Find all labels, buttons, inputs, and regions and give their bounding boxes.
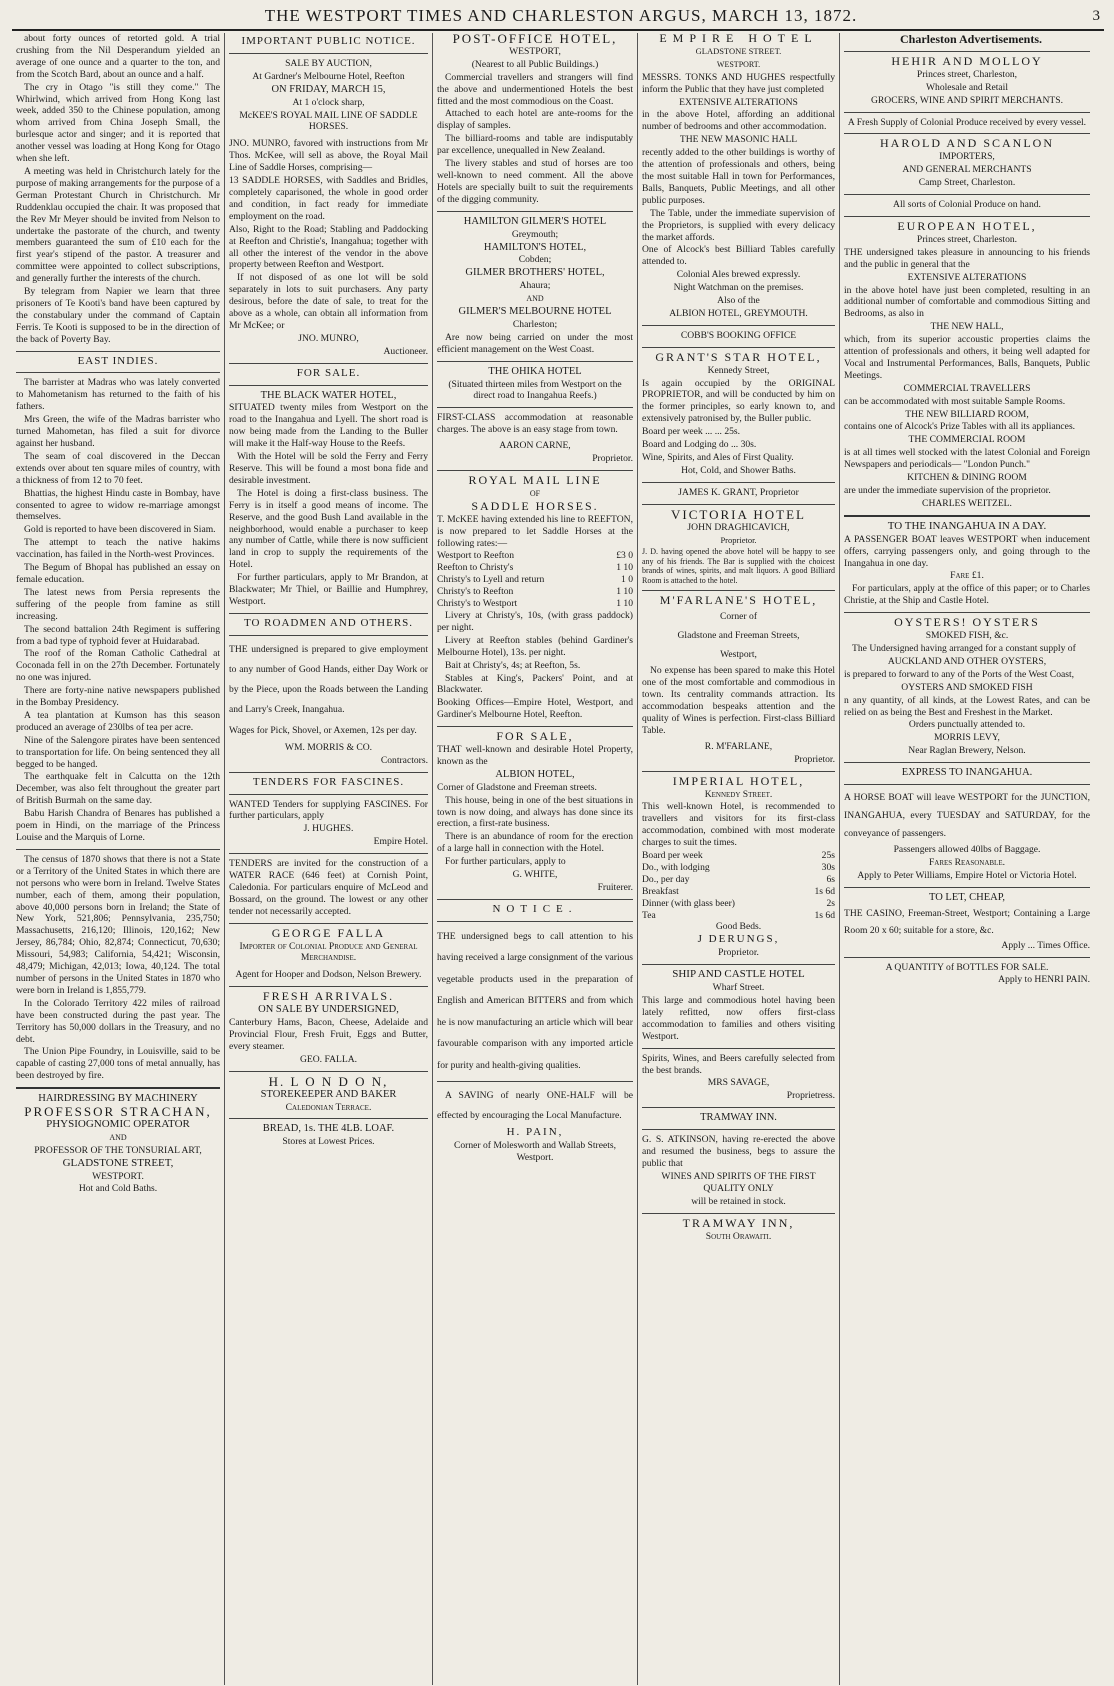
- ohika-hotel-ad: THE OHIKA HOTEL (Situated thirteen miles from Westport on the direct road to Inangahua Reefs.) FIRST-CLASS accommodation at reasonable charges. The above is an easy stage from town. AARON CARNE, Proprietor.: [437, 365, 633, 465]
- hehir-molloy-ad: HEHIR AND MOLLOY Princes street, Charleston, Wholesale and Retail GROCERS, WINE AND SPIRIT MERCHANTS. A Fresh Supply of Colonial Produce received by every vessel.: [844, 56, 1090, 129]
- roadmen-ad: TO ROADMEN AND OTHERS. THE undersigned is prepared to give employment to any number of Good Hands, either Day Work or by the Piece, upon the Roads between the Landing and Larry's Creek, Inangahua. Wages for Pick, Shovel, or Axemen, 12s per day. WM. MORRIS & CO. Contractors.: [229, 616, 428, 766]
- news-paragraph: By telegram from Napier we learn that three prisoners of Te Kooti's band have been captured by the constabulary under the command of Captain Ferris. Te Kooti is supposed to be in the direction of the back of Poverty Bay.: [16, 286, 220, 345]
- post-office-hotel-ad: POST-OFFICE HOTEL, WESTPORT, (Nearest to all Public Buildings.) Commercial travellers and strangers will find the above and undermentioned Hotels the best fitted and the most commodious on the Coast. Attached to each hotel are ante-rooms for the display of samples. The billiard-rooms and table are indisputably par excellence, unequalled in New Zealand. The livery stables and stud of horses are too well-known to need comment. All the above Hotels are specially built to suit the requirements of the digging community. HAMILTON GILMER'S HOTEL Greymouth; HAMILTON'S HOTEL, Cobden; GILMER BROTHERS' HOTEL, Ahaura; AND GILMER'S MELBOURNE HOTEL Charleston; Are now being carried on under the most efficient management on the West Coast.: [437, 33, 633, 355]
- price-list: [642, 850, 835, 921]
- rate-row: Westport to Reefton £3 0: [437, 550, 633, 562]
- rate-row: Christy's to Reefton 1 10: [437, 586, 633, 598]
- rate-row: Reefton to Christy's 1 10: [437, 562, 633, 574]
- news-paragraph: Nine of the Salengore pirates have been sentenced to transportation for life. On being sentenced they all begged to be hanged.: [16, 734, 220, 770]
- bitters-notice-ad: NOTICE. THE undersigned begs to call attention to his having received a large consignment of the various vegetable products used in the preparation of English and American BITTERS and from which he is now manufacturing an article which will bear favourable comparison with any imported article for purity and health-giving qualities. A SAVING of nearly ONE-HALF will be effected by encouraging the Local Manufacture. H. PAIN, Corner of Molesworth and Wallab Streets, Westport.: [437, 902, 633, 1164]
- news-paragraph: A tea plantation at Kumson has this season produced an average of 230lbs of tea per acre.: [16, 709, 220, 733]
- section-heading: EAST INDIES.: [77, 354, 159, 367]
- price-row: Board per week 25s: [642, 850, 835, 862]
- fascines-ad: TENDERS FOR FASCINES. WANTED Tenders for supplying FASCINES. For further particulars, apply J. HUGHES. Empire Hotel.: [229, 775, 428, 848]
- news-paragraph: The earthquake felt in Calcutta on the 12th December, was also felt throughout the greater part of British Burmah on the same day.: [16, 771, 220, 807]
- news-paragraph: A meeting was held in Christchurch lately for the purpose of making arrangements for the purpose of a German Protestant Church in Christchurch. Mr Ruddenklau occupied the chair. It was proposed that the Rev Mr Meyer should be invited from Nelson to undertake the pastorate of the church, and twenty members guaranteed the sum of £10 each for the first year's stipend of the pastor. A treasurer and committee were appointed to collect subscriptions, and generally further the interests of the church.: [16, 165, 220, 285]
- london-ad: H. L O N D O N, STOREKEEPER AND BAKER Caledonian Terrace. BREAD, 1s. THE 4LB. LOAF. Stores at Lowest Prices.: [229, 1076, 428, 1149]
- newspaper-title: THE WESTPORT TIMES AND CHARLESTON ARGUS, MARCH 13, 1872.: [264, 6, 858, 25]
- tenders-ad: TENDERS are invited for the construction of a WATER RACE (646 feet) at Cornish Point, Caledonia. For particulars enquire of McLeod and Bossard, on the ground. The lowest or any other tender not necessarily accepted.: [229, 858, 428, 917]
- column-3: [433, 33, 638, 1685]
- news-paragraph: about forty ounces of retorted gold. A trial crushing from the Nil Desperandum yielded an average of one ounce and a quarter to the ton, and from the Scotch Bard, about an ounce and a half.: [16, 33, 220, 80]
- falla-ad: GEORGE FALLA Importer of Colonial Produce and General Merchandise. Agent for Hooper and Dodson, Nelson Brewery.: [235, 925, 422, 981]
- victoria-hotel-ad: VICTORIA HOTEL JOHN DRAGHICAVICH, Proprietor. J. D. having opened the above hotel will be happy to see any of his friends. The Bar is supplied with the choicest brands of wines, spirits, and malt liquors. A good Billiard Room is attached to the hotel.: [642, 506, 835, 585]
- column-4: [638, 33, 840, 1685]
- news-paragraph: The cry in Otago "is still they come." The Whirlwind, which arrived from Hong Kong last week, added 350 to the Chinese population, among whom arrived from China Joseph Small, the burlesque actor and singer; and it is reported that another vessel was loading at Hong Kong for Otago when she left.: [16, 81, 220, 165]
- news-paragraph: The second battalion 24th Regiment is suffering from a bad type of typhoid fever at Huidarabad.: [16, 623, 220, 647]
- albion-for-sale-ad: FOR SALE, THAT well-known and desirable Hotel Property, known as the ALBION HOTEL, Corner of Gladstone and Freeman streets. This house, being in one of the best situations in town is now doing, and always has done since its erection, a first-rate business. There is an abundance of room for the erection of a large hall in connection with the Hotel. For further particulars, apply to G. WHITE, Fruiterer.: [437, 729, 633, 893]
- mfarlanes-hotel-ad: M'FARLANE'S HOTEL, Corner of Gladstone and Freeman Streets, Westport, No expense has been spared to make this Hotel one of the most comfortable and commodious in town. Its centrality commands attraction. Its accommodation bespeaks attention and the quality of Wines is perfection. First-class Billiard Table. R. M'FARLANE, Proprietor.: [642, 593, 835, 765]
- empire-hotel-ad: EMPIRE HOTEL GLADSTONE STREET. WESTPORT. MESSRS. TONKS AND HUGHES respectfully inform the Public that they have just completed EXTENSIVE ALTERATIONS in the above Hotel, affording an additional number of bedrooms and other accommodation. THE NEW MASONIC HALL recently added to the other buildings is worthy of the attention of professionals and others, being the most suitable Hall in town for Performances, Balls, Banquets, Public Meetings, and all other public purposes. The Table, under the immediate supervision of the Proprietors, is supplied with every delicacy the market affords. One of Alcock's best Billiard Tables carefully attended to. Colonial Ales brewed expressly. Night Watchman on the premises. Also of the ALBION HOTEL, GREYMOUTH. COBB'S BOOKING OFFICE: [642, 33, 835, 341]
- harold-scanlon-ad: HAROLD AND SCANLON IMPORTERS, AND GENERAL MERCHANTS Camp Street, Charleston. All sorts of Colonial Produce on hand.: [844, 138, 1090, 211]
- fresh-arrivals-ad: FRESH ARRIVALS. ON SALE BY UNDERSIGNED, Canterbury Hams, Bacon, Cheese, Adelaide and Provincial Flour, Fresh Fruit, Eggs and Butter, every steamer. GEO. FALLA.: [229, 989, 428, 1065]
- column-5: [840, 33, 1094, 1685]
- european-hotel-ad: EUROPEAN HOTEL, Princes street, Charleston. THE undersigned takes pleasure in announcing to his friends and the public in general that the EXTENSIVE ALTERATIONS in the above hotel have just been completed, resulting in an additional number of comfortable and commodious Sitting and Bedrooms, as also in THE NEW HALL, which, from its superior accoustic properties claims the attention of professionals and others, it being well adapted for Vocal and Instrumental Performances, Balls, Banquets, Public Meetings. COMMERCIAL TRAVELLERS can be accommodated with most suitable Sample Rooms. THE NEW BILLIARD ROOM, contains one of Alcock's Prize Tables with all its appliances. THE COMMERCIAL ROOM is at all times well stocked with the latest Colonial and Foreign Newspapers and periodicals— "London Punch." KITCHEN & DINING ROOM are under the immediate supervision of the proprietor. CHARLES WEITZEL.: [844, 218, 1090, 509]
- column-2: [225, 33, 433, 1685]
- express-inangahua-ad: EXPRESS TO INANGAHUA. A HORSE BOAT will leave WESTPORT for the JUNCTION, INANGAHUA, every TUESDAY and SATURDAY, for the conveyance of passengers. Passengers allowed 40lbs of Baggage. Fares Reasonable. Apply to Peter Williams, Empire Hotel or Victoria Hotel.: [844, 767, 1090, 881]
- news-paragraph: The census of 1870 shows that there is not a State or a Territory of the United States in which there are not persons who were born in Ireland. Twelve States number, each of them, among their population, above 40,000 persons born in Ireland; the State of New York, 521,806; Pennsylvania, 235,750; Massachusetts, 216,120; Illinois, 120,162; New Jersey, 86,784; Ohio, 82,874; Connecticut, 70,630; Missouri, 54,983; California, 54,421; Wisconsin, 48,479; Michigan, 42,013; Iowa, 40,124. The total number of persons in the United States in 1870 who were born in Ireland is 1,855,779.: [16, 853, 220, 996]
- tramway-inn-ad: TRAMWAY INN. G. S. ATKINSON, having re-erected the above and resumed the business, begs to assure the public that WINES AND SPIRITS OF THE FIRST QUALITY ONLY will be retained in stock. TRAMWAY INN, South Orawaiti.: [642, 1112, 835, 1242]
- news-paragraph: Mrs Green, the wife of the Madras barrister who turned Mahometan, has filed a suit for divorce against her husband.: [16, 414, 220, 449]
- ship-and-castle-ad: SHIP AND CASTLE HOTEL Wharf Street. This large and commodious hotel having been lately refitted, now offers first-class accommodation to families and others visiting Westport. Spirits, Wines, and Beers carefully selected from the best brands. MRS SAVAGE, Proprietress.: [642, 968, 835, 1102]
- bottles-ad: A QUANTITY of BOTTLES FOR SALE. Apply to HENRI PAIN.: [885, 961, 1090, 986]
- news-paragraph: The Begum of Bhopal has published an essay on female education.: [16, 562, 220, 585]
- price-row: Tea 1s 6d: [642, 909, 835, 921]
- price-row: Do., per day 6s: [642, 873, 835, 885]
- auction-ad: IMPORTANT PUBLIC NOTICE. SALE BY AUCTION, At Gardner's Melbourne Hotel, Reefton ON FRIDAY, MARCH 15, At 1 o'clock sharp, McKEE'S ROYAL MAIL LINE OF SADDLE HORSES. JNO. MUNRO, favored with instructions from Mr Thos. McKee, will sell as above, the Royal Mail Line of Saddle Horses, comprising— 13 SADDLE HORSES, with Saddles and Bridles, completely caparisoned, the whole in good order and condition, in fact ready for immediate employment on the road. Also, Right to the Road; Stabling and Paddocking at Reefton and Christie's, Inangahua; together with all other the interest of the vendor in the above property between Reefton and Westport. If not disposed of as one lot will be sold separately in lots to suit purchasers. Any party desirous, before the date of sale, to treat for the above as a whole, can obtain all information from Mr McKee; or JNO. MUNRO, Auctioneer.: [229, 35, 428, 357]
- imperial-hotel-ad: IMPERIAL HOTEL, Kennedy Street. This well-known Hotel, is recommended to travellers and visitors for its first-class accommodation, combined with most moderate charges to suit the times. Board per week 25s Do., with lodging 30s Do., per day 6s Breakfast 1s 6d Dinner (with glass beer) 2s Tea 1s 6d Good Beds. J DERUNGS, Proprietor.: [642, 773, 835, 959]
- column-1: [12, 33, 225, 1685]
- news-paragraph: The barrister at Madras who was lately converted to Mahometanism has returned to the faith of his fathers.: [16, 377, 220, 413]
- news-paragraph: The seam of coal discovered in the Deccan extends over about ten square miles of country, with a thickness of from 12 to 70 feet.: [16, 450, 220, 486]
- royal-mail-ad: ROYAL MAIL LINE OF SADDLE HORSES. T. McKEE having extended his line to REEFTON, is now prepared to let Saddle Horses at the following rates:— Westport to Reefton £3 0 Reefton to Christy's 1 10 Christy's to Lyell and return 1 0 Christy's to Reefton 1 10 Christy's to Westport 1 10 Livery at Christy's, 10s, (with grass paddock) per night. Livery at Reefton stables (behind Gardiner's Melbourne Hotel), 13s. per night. Bait at Christy's, 4s; at Reefton, 5s. Stables at King's, Packers' Point, and at Blackwater. Booking Offices—Empire Hotel, Westport, and Gardiner's Melbourne Hotel, Reefton.: [437, 473, 633, 721]
- news-paragraph: The Union Pipe Foundry, in Louisville, said to be capable of casting 27,000 tons of metal annually, has been destroyed by fire.: [16, 1046, 220, 1082]
- rate-table: [437, 550, 633, 610]
- news-paragraph: The roof of the Roman Catholic Cathedral at Coconada fell in on the 27th December. Fortunately no one was injured.: [16, 648, 220, 684]
- price-row: Do., with lodging 30s: [642, 861, 835, 873]
- grants-star-hotel-ad: GRANT'S STAR HOTEL, Kennedy Street, Is again occupied by the ORIGINAL PROPRIETOR, and will be conducted by him on the former principles, so early known to, and extensively patronised by, the Buller public. Board per week ... ... 25s. Board and Lodging do ... 30s. Wine, Spirits, and Ales of First Quality. Hot, Cold, and Shower Baths. JAMES K. GRANT, Proprietor: [642, 349, 835, 498]
- section-heading: Charleston Advertisements.: [900, 33, 1042, 46]
- oysters-ad: OYSTERS! OYSTERS SMOKED FISH, &c. The Undersigned having arranged for a constant supply of AUCKLAND AND OTHER OYSTERS, is prepared to forward to any of the Ports of the West Coast, OYSTERS AND SMOKED FISH n any quantity, of all kinds, at the Lowest Rates, and can be relied on as being the Best and Freshest in the Market. Orders punctually attended to. MORRIS LEVY, Near Raglan Brewery, Nelson.: [844, 615, 1090, 757]
- news-paragraph: Bhattias, the highest Hindu caste in Bombay, have consented to agree to widow re-marriage amongst themselves.: [16, 487, 220, 523]
- news-paragraph: The attempt to teach the native hakims vaccination, has failed in the North-west Provinces.: [16, 537, 220, 561]
- news-paragraph: In the Colorado Territory 422 miles of railroad have been constructed during the past year. The Territory has 50,000 dollars in the Treasury, and no debt.: [16, 997, 220, 1045]
- hairdressing-ad: HAIRDRESSING BY MACHINERY PROFESSOR STRACHAN, PHYSIOGNOMIC OPERATOR AND PROFESSOR OF THE TONSURIAL ART, GLADSTONE STREET, WESTPORT. Hot and Cold Baths.: [24, 1093, 212, 1195]
- news-paragraph: Gold is reported to have been discovered in Siam.: [24, 524, 216, 536]
- news-paragraph: Babu Harish Chandra of Benares has published a poem in Hindi, on the marriage of the Princess Louise and the Marquis of Lorne.: [16, 808, 220, 843]
- page-number: 3: [1092, 7, 1100, 24]
- masthead: [12, 4, 1104, 31]
- news-paragraph: There are forty-nine native newspapers published in the Bombay Presidency.: [16, 685, 220, 709]
- inangahua-boat-ad: TO THE INANGAHUA IN A DAY. A PASSENGER BOAT leaves WESTPORT when inducement offers, carrying passengers only, and going through to the Inangahua in one day. Fare £1. For particulars, apply at the office of this paper; or to Charles Christie, at the Ship and Castle Hotel.: [844, 519, 1090, 607]
- rate-row: Christy's to Westport 1 10: [437, 598, 633, 610]
- to-let-ad: TO LET, CHEAP, THE CASINO, Freeman-Street, Westport; Containing a Large Room 20 x 60; suitable for a store, &c. Apply ... Times Office.: [844, 891, 1090, 951]
- rate-row: Christy's to Lyell and return 1 0: [437, 574, 633, 586]
- blackwater-ad: FOR SALE. THE BLACK WATER HOTEL, SITUATED twenty miles from Westport on the road to the Inangahua and Lyell. The short road is now being made from the Landing to the Buller will make it the Half-way House to the Reefs. With the Hotel will be sold the Ferry and Ferry Reserve. This will be found a most bona fide and desirable investment. The Hotel is doing a first-class business. The Ferry is in itself a good means of income. The Reserve, and the good Bush Land available in the neighborhood, would enable a purchaser to keep any number of Cattle, while there is now sufficient land in crop to supply the requirements of the Hotel. For further particulars, apply to Mr Brandon, at Blackwater; Mr Thiel, or Baillie and Humphrey, Westport.: [229, 366, 428, 607]
- price-row: Dinner (with glass beer) 2s: [642, 897, 835, 909]
- price-row: Breakfast 1s 6d: [642, 885, 835, 897]
- news-paragraph: The latest news from Persia represents the suffering of the people from famine as still increasing.: [16, 586, 220, 622]
